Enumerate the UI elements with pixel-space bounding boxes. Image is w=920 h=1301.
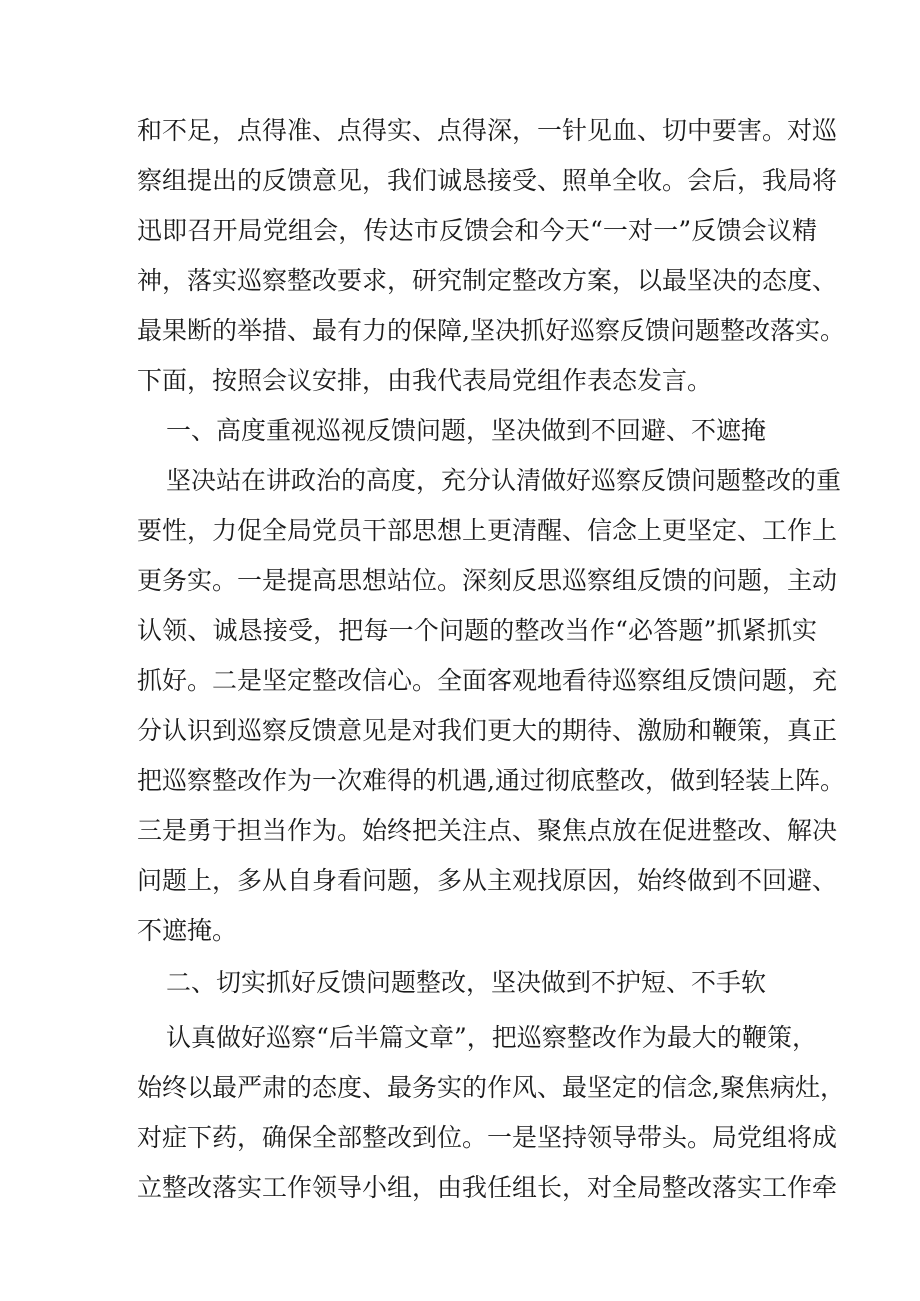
section-heading-2: 二、切实抓好反馈问题整改，坚决做到不护短、不手软 xyxy=(166,968,767,997)
paragraph-line: 分认识到巡察反馈意见是对我们更大的期待、激励和鞭策，真正 xyxy=(137,716,838,745)
paragraph-line: 最果断的举措、最有力的保障,坚决抓好巡察反馈问题整改落实。 xyxy=(137,316,845,345)
paragraph-line: 认领、诚恳接受，把每一个问题的整改当作“必答题”抓紧抓实 xyxy=(137,616,817,645)
paragraph-line: 不遮掩。 xyxy=(137,916,238,945)
paragraph-line: 神，落实巡察整改要求，研究制定整改方案，以最坚决的态度、 xyxy=(137,266,838,295)
paragraph-line: 更务实。一是提高思想站位。深刻反思巡察组反馈的问题，主动 xyxy=(137,566,838,595)
paragraph-line: 和不足，点得准、点得实、点得深，一针见血、切中要害。对巡 xyxy=(137,116,838,145)
paragraph-line: 立整改落实工作领导小组，由我任组长，对全局整改落实工作牵 xyxy=(137,1173,838,1202)
paragraph-line: 下面，按照会议安排，由我代表局党组作表态发言。 xyxy=(137,366,713,395)
paragraph-line: 察组提出的反馈意见，我们诚恳接受、照单全收。会后，我局将 xyxy=(137,166,838,195)
paragraph-line: 始终以最严肃的态度、最务实的作风、最坚定的信念,聚焦病灶， xyxy=(137,1073,845,1102)
paragraph-line: 迅即召开局党组会，传达市反馈会和今天“一对一”反馈会议精 xyxy=(137,216,817,245)
paragraph-line: 把巡察整改作为一次难得的机遇,通过彻底整改，做到轻装上阵。 xyxy=(137,766,845,795)
paragraph-line: 问题上，多从自身看问题，多从主观找原因，始终做到不回避、 xyxy=(137,866,838,895)
paragraph-line: 认真做好巡察“后半篇文章”，把巡察整改作为最大的鞭策， xyxy=(166,1023,817,1052)
paragraph-line: 要性，力促全局党员干部思想上更清醒、信念上更坚定、工作上 xyxy=(137,516,838,545)
paragraph-line: 坚决站在讲政治的高度，充分认清做好巡察反馈问题整改的重 xyxy=(166,466,842,495)
paragraph-line: 三是勇于担当作为。始终把关注点、聚焦点放在促进整改、解决 xyxy=(137,816,838,845)
section-heading-1: 一、高度重视巡视反馈问题，坚决做到不回避、不遮掩 xyxy=(166,416,767,445)
paragraph-line: 抓好。二是坚定整改信心。全面客观地看待巡察组反馈问题，充 xyxy=(137,666,838,695)
paragraph-line: 对症下药，确保全部整改到位。一是坚持领导带头。局党组将成 xyxy=(137,1123,838,1152)
